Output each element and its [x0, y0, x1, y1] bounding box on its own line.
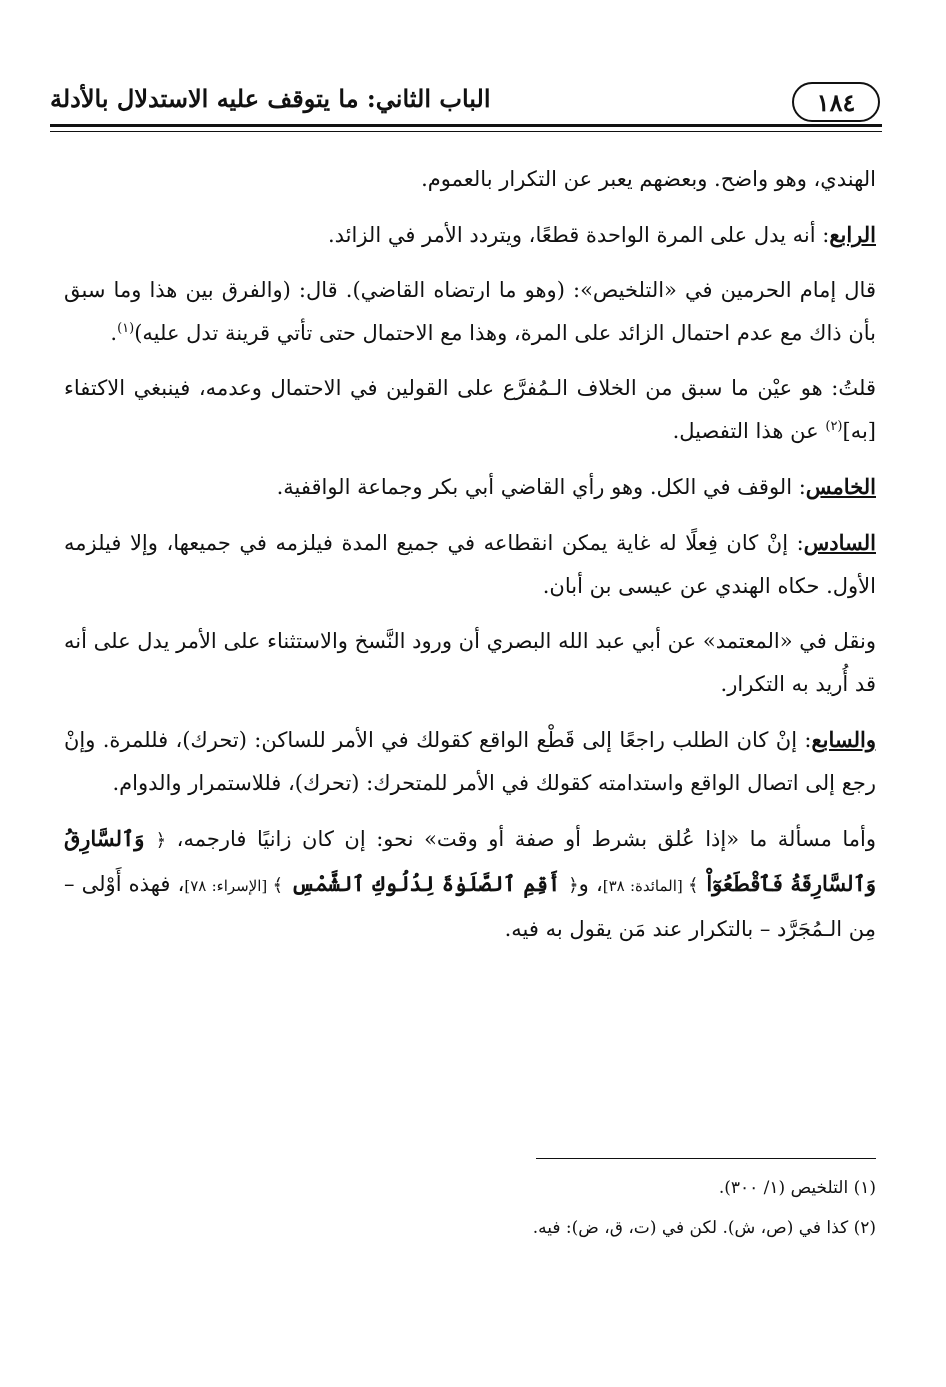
paragraph-3-end: .: [110, 321, 118, 345]
running-title: الباب الثاني: ما يتوقف عليه الاستدلال بالأدلة: [50, 84, 491, 113]
paragraph-9-text-c: ، فهذه أَوْلى – مِن الـمُجَرَّد – بالتكرار عند مَن يقول به فيه.: [64, 872, 876, 941]
paragraph-7-text: ونقل في «المعتمد» عن أبي عبد الله البصري أن ورود النَّسخ والاستثناء على الأمر يدل على أنه قد أُريد به التكرار.: [64, 629, 876, 696]
section-lead-fifth: الخامس: [805, 474, 876, 499]
paragraph-6: [64, 521, 876, 608]
paragraph-1-text: الهندي، وهو واضح. وبعضهم يعبر عن التكرار بالعموم.: [421, 167, 876, 191]
page-number: [792, 82, 880, 122]
paragraph-2: [64, 213, 876, 257]
quran-bracket-close-2: ﴾: [272, 875, 284, 896]
main-text: [64, 158, 876, 963]
footnote-1: (١) التلخيص (١/ ٣٠٠).: [718, 1178, 876, 1198]
quran-bracket-open-1: ﴿: [155, 830, 167, 851]
paragraph-9: [64, 817, 876, 951]
page-header: [50, 78, 880, 124]
paragraph-5-text: : الوقف في الكل. وهو رأي القاضي أبي بكر وجماعة الواقفية.: [276, 475, 806, 499]
section-lead-sixth: السادس: [803, 530, 876, 555]
section-lead-seventh: والسابع: [811, 727, 876, 752]
paragraph-6-text: : إنْ كان فِعلًا له غاية يمكن انقطاعه في جميع المدة فيلزمه في جميعها، وإلا فيلزمه الأول. حكاه الهندي عن عيسى بن أبان.: [64, 531, 876, 598]
paragraph-8-text: : إنْ كان الطلب راجعًا إلى قَطْع الواقع كقولك في الأمر للساكن: (تحرك)، فللمرة. وإنْ رجع إلى اتصال الواقع واستدامته كقولك في الأمر للمتحرك: (تحرك)، فللاستمرار والدوام.: [64, 728, 876, 795]
header-rule-thin: [50, 131, 882, 132]
section-lead-fourth: الرابع: [829, 222, 876, 247]
paragraph-3-text: قال إمام الحرمين في «التلخيص»: (وهو ما ارتضاه القاضي). قال: (والفرق بين هذا وما سبق بأن ذاك مع عدم احتمال الزائد على المرة، وهذا مع الاحتمال حتى تأتي قرينة تدل عليه): [64, 278, 876, 345]
footnote-ref-1[interactable]: (١): [117, 321, 135, 336]
paragraph-9-text-a: وأما مسألة ما «إذا عُلق بشرط أو صفة أو وقت» نحو: إن كان زانيًا فارجمه،: [166, 827, 876, 851]
footnote-ref-2[interactable]: (٢): [825, 419, 843, 434]
paragraph-1: [64, 158, 876, 201]
page-number-text: ١٨٤: [816, 87, 856, 117]
quran-bracket-open-2: ﴿: [568, 875, 579, 896]
footnote-2: (٢) كذا في (ص، ش). لكن في (ت، ق، ض): فيه.: [532, 1218, 876, 1238]
verse-reference-2: [الإسراء: ٧٨]: [184, 877, 273, 895]
quran-verse-2: أَقِمِ ٱلصَّلَوٰةَ لِدُلُوكِ ٱلشَّمْسِ: [283, 871, 569, 896]
paragraph-4-text-a: قلتُ: هو عيْن ما سبق من الخلاف الـمُفرَّع على القولين في الاحتمال وعدمه، فينبغي الاكتفاء [به]: [64, 376, 876, 443]
paragraph-2-text: : أنه يدل على المرة الواحدة قطعًا، ويتردد الأمر في الزائد.: [327, 223, 830, 247]
paragraph-8: [64, 718, 876, 805]
paragraph-4-text-b: عن هذا التفصيل.: [672, 419, 826, 443]
quran-verse-1: وَٱلسَّارِقُ وَٱلسَّارِقَةُ فَٱقْطَعُوٓاْ: [64, 826, 876, 896]
paragraph-5: [64, 465, 876, 509]
paragraph-7: [64, 620, 876, 706]
footnote-separator: [536, 1158, 876, 1159]
header-rule-thick: [50, 124, 882, 127]
paragraph-4: [64, 367, 876, 453]
paragraph-9-text-b: ، و: [578, 872, 603, 896]
verse-reference-1: [المائدة: ٣٨]: [602, 877, 688, 895]
footnotes: [64, 1168, 876, 1248]
paragraph-3: [64, 269, 876, 355]
quran-bracket-close-1: ﴾: [688, 875, 699, 896]
